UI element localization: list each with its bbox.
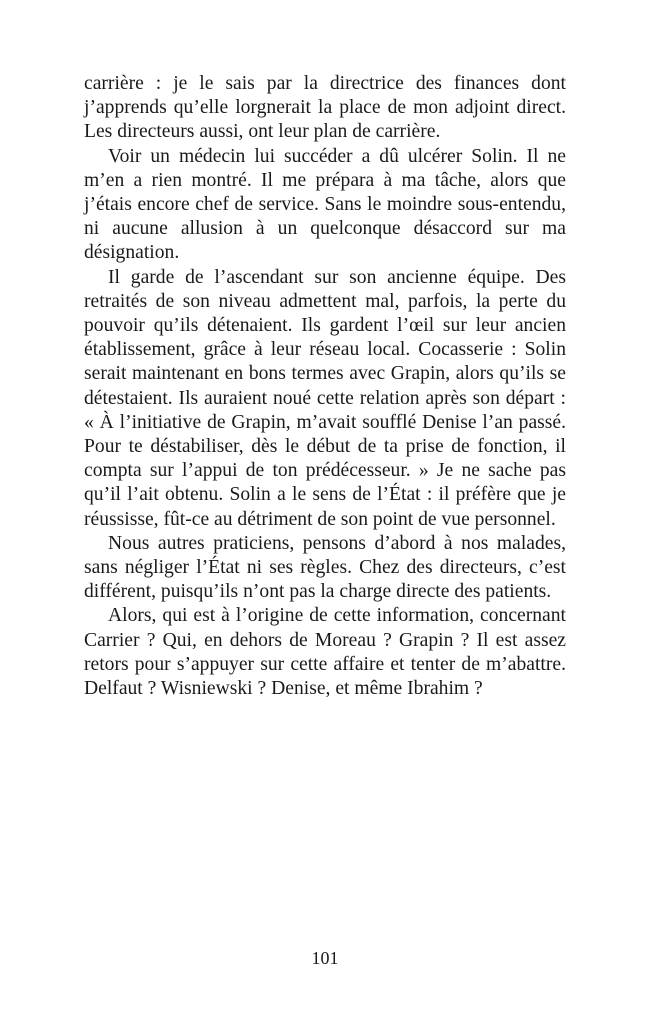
paragraph: Alors, qui est à l’origine de cette information, concernant Carrier ? Qui, en dehors de Moreau ? Grapin ? Il est assez retors pour s’appuyer sur cette affaire et tenter de m’abattre. Delfaut ? Wisniewski ? Denise, et même Ibrahim ? — [84, 605, 566, 700]
paragraph-continuation: carrière : je le sais par la directrice des finances dont j’apprends qu’elle lorgnerait la place de mon adjoint direct. Les directeurs aussi, ont leur plan de carrière. — [84, 73, 566, 143]
body-text — [84, 72, 566, 701]
paragraph: Voir un médecin lui succéder a dû ulcérer Solin. Il ne m’en a rien montré. Il me prépara à ma tâche, alors que j’étais encore chef de service. Sans le moindre sous-entendu, ni aucune allusion à un quelconque désaccord sur ma désignation. — [84, 145, 566, 264]
page-number: 101 — [311, 948, 339, 968]
paragraph: Il garde de l’ascendant sur son ancienne équipe. Des retraités de son niveau admettent mal, parfois, la perte du pouvoir qu’ils détenaient. Ils gardent l’œil sur leur ancien établissement, grâce à leur réseau local. Cocasserie : Solin serait maintenant en bons termes avec Grapin, alors qu’ils se détestaient. Ils auraient noué cette relation après son départ : « À l’initiative de Grapin, m’avait soufflé Denise l’an passé. Pour te déstabiliser, dès le début de ta prise de fonction, il compta sur l’appui de ton prédécesseur. » Je ne sache pas qu’il l’ait obtenu. Solin a le sens de l’État : il préfère que je réussisse, fût-ce au détriment de son point de vue personnel. — [84, 266, 566, 530]
paragraph: Nous autres praticiens, pensons d’abord à nos malades, sans négliger l’État ni ses règles. Chez des directeurs, c’est différent, puisqu’ils n’ont pas la charge directe des patients. — [84, 532, 566, 603]
